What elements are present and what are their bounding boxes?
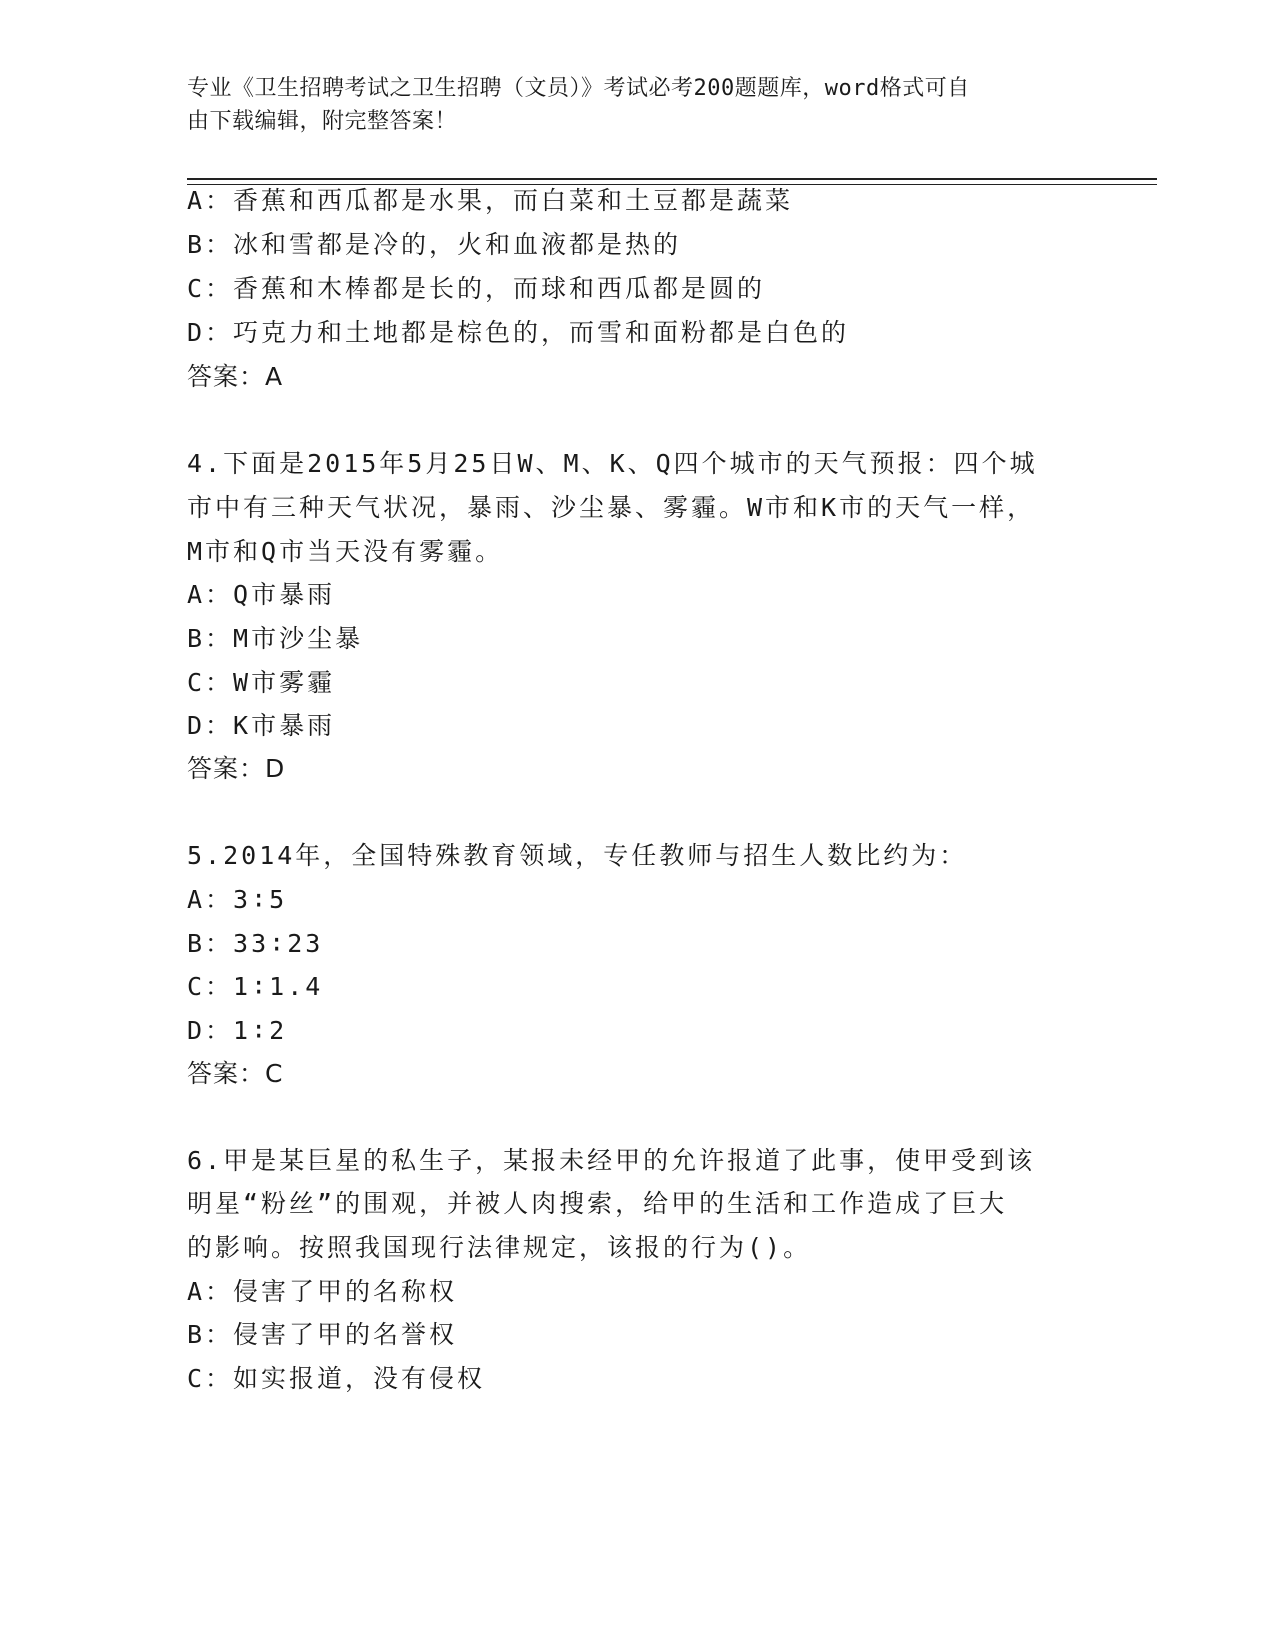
q6-stem-line-3: 的影响。按照我国现行法律规定，该报的行为()。	[187, 1233, 812, 1262]
q6-option-c: C：如实报道，没有侵权	[187, 1364, 486, 1393]
q3-option-b: B：冰和雪都是冷的，火和血液都是热的	[187, 230, 682, 259]
header-divider-thin	[187, 184, 1157, 185]
q3-option-c: C：香蕉和木棒都是长的，而球和西瓜都是圆的	[187, 274, 766, 303]
header-line-1: 专业《卫生招聘考试之卫生招聘（文员）》考试必考200题题库，word格式可自	[187, 76, 970, 101]
q5-stem-line-1: 5.2014年，全国特殊教育领域，专任教师与招生人数比约为：	[187, 841, 968, 870]
q6-option-a: A：侵害了甲的名称权	[187, 1277, 458, 1306]
q4-option-b: B：M市沙尘暴	[187, 624, 364, 653]
q5-option-c: C：1∶1.4	[187, 972, 324, 1001]
q4-option-d: D：K市暴雨	[187, 711, 336, 740]
document-header	[187, 72, 1067, 138]
q6-stem-line-1: 6.甲是某巨星的私生子，某报未经甲的允许报道了此事，使甲受到该	[187, 1146, 1036, 1175]
q4-stem-line-3: M市和Q市当天没有雾霾。	[187, 537, 504, 566]
q4-stem-line-2: 市中有三种天气状况，暴雨、沙尘暴、雾霾。W市和K市的天气一样，	[187, 493, 1036, 522]
q4-option-a: A：Q市暴雨	[187, 580, 336, 609]
q3-option-a: A：香蕉和西瓜都是水果，而白菜和土豆都是蔬菜	[187, 186, 794, 215]
q3-answer: 答案：A	[187, 362, 284, 391]
q4-stem-line-1: 4.下面是2015年5月25日W、M、K、Q四个城市的天气预报：四个城	[187, 449, 1038, 478]
q4-answer: 答案：D	[187, 754, 286, 783]
header-divider-thick	[187, 178, 1157, 180]
q5-option-d: D：1∶2	[187, 1016, 288, 1045]
q3-option-d: D：巧克力和土地都是棕色的，而雪和面粉都是白色的	[187, 318, 850, 347]
q4-option-c: C：W市雾霾	[187, 668, 336, 697]
q5-answer: 答案：C	[187, 1059, 284, 1088]
header-line-2: 由下载编辑，附完整答案！	[187, 109, 458, 134]
q5-option-a: A：3∶5	[187, 885, 288, 914]
q6-stem-line-2: 明星“粉丝”的围观，并被人肉搜索，给甲的生活和工作造成了巨大	[187, 1189, 1008, 1218]
q5-option-b: B：33∶23	[187, 929, 324, 958]
q6-option-b: B：侵害了甲的名誉权	[187, 1320, 458, 1349]
